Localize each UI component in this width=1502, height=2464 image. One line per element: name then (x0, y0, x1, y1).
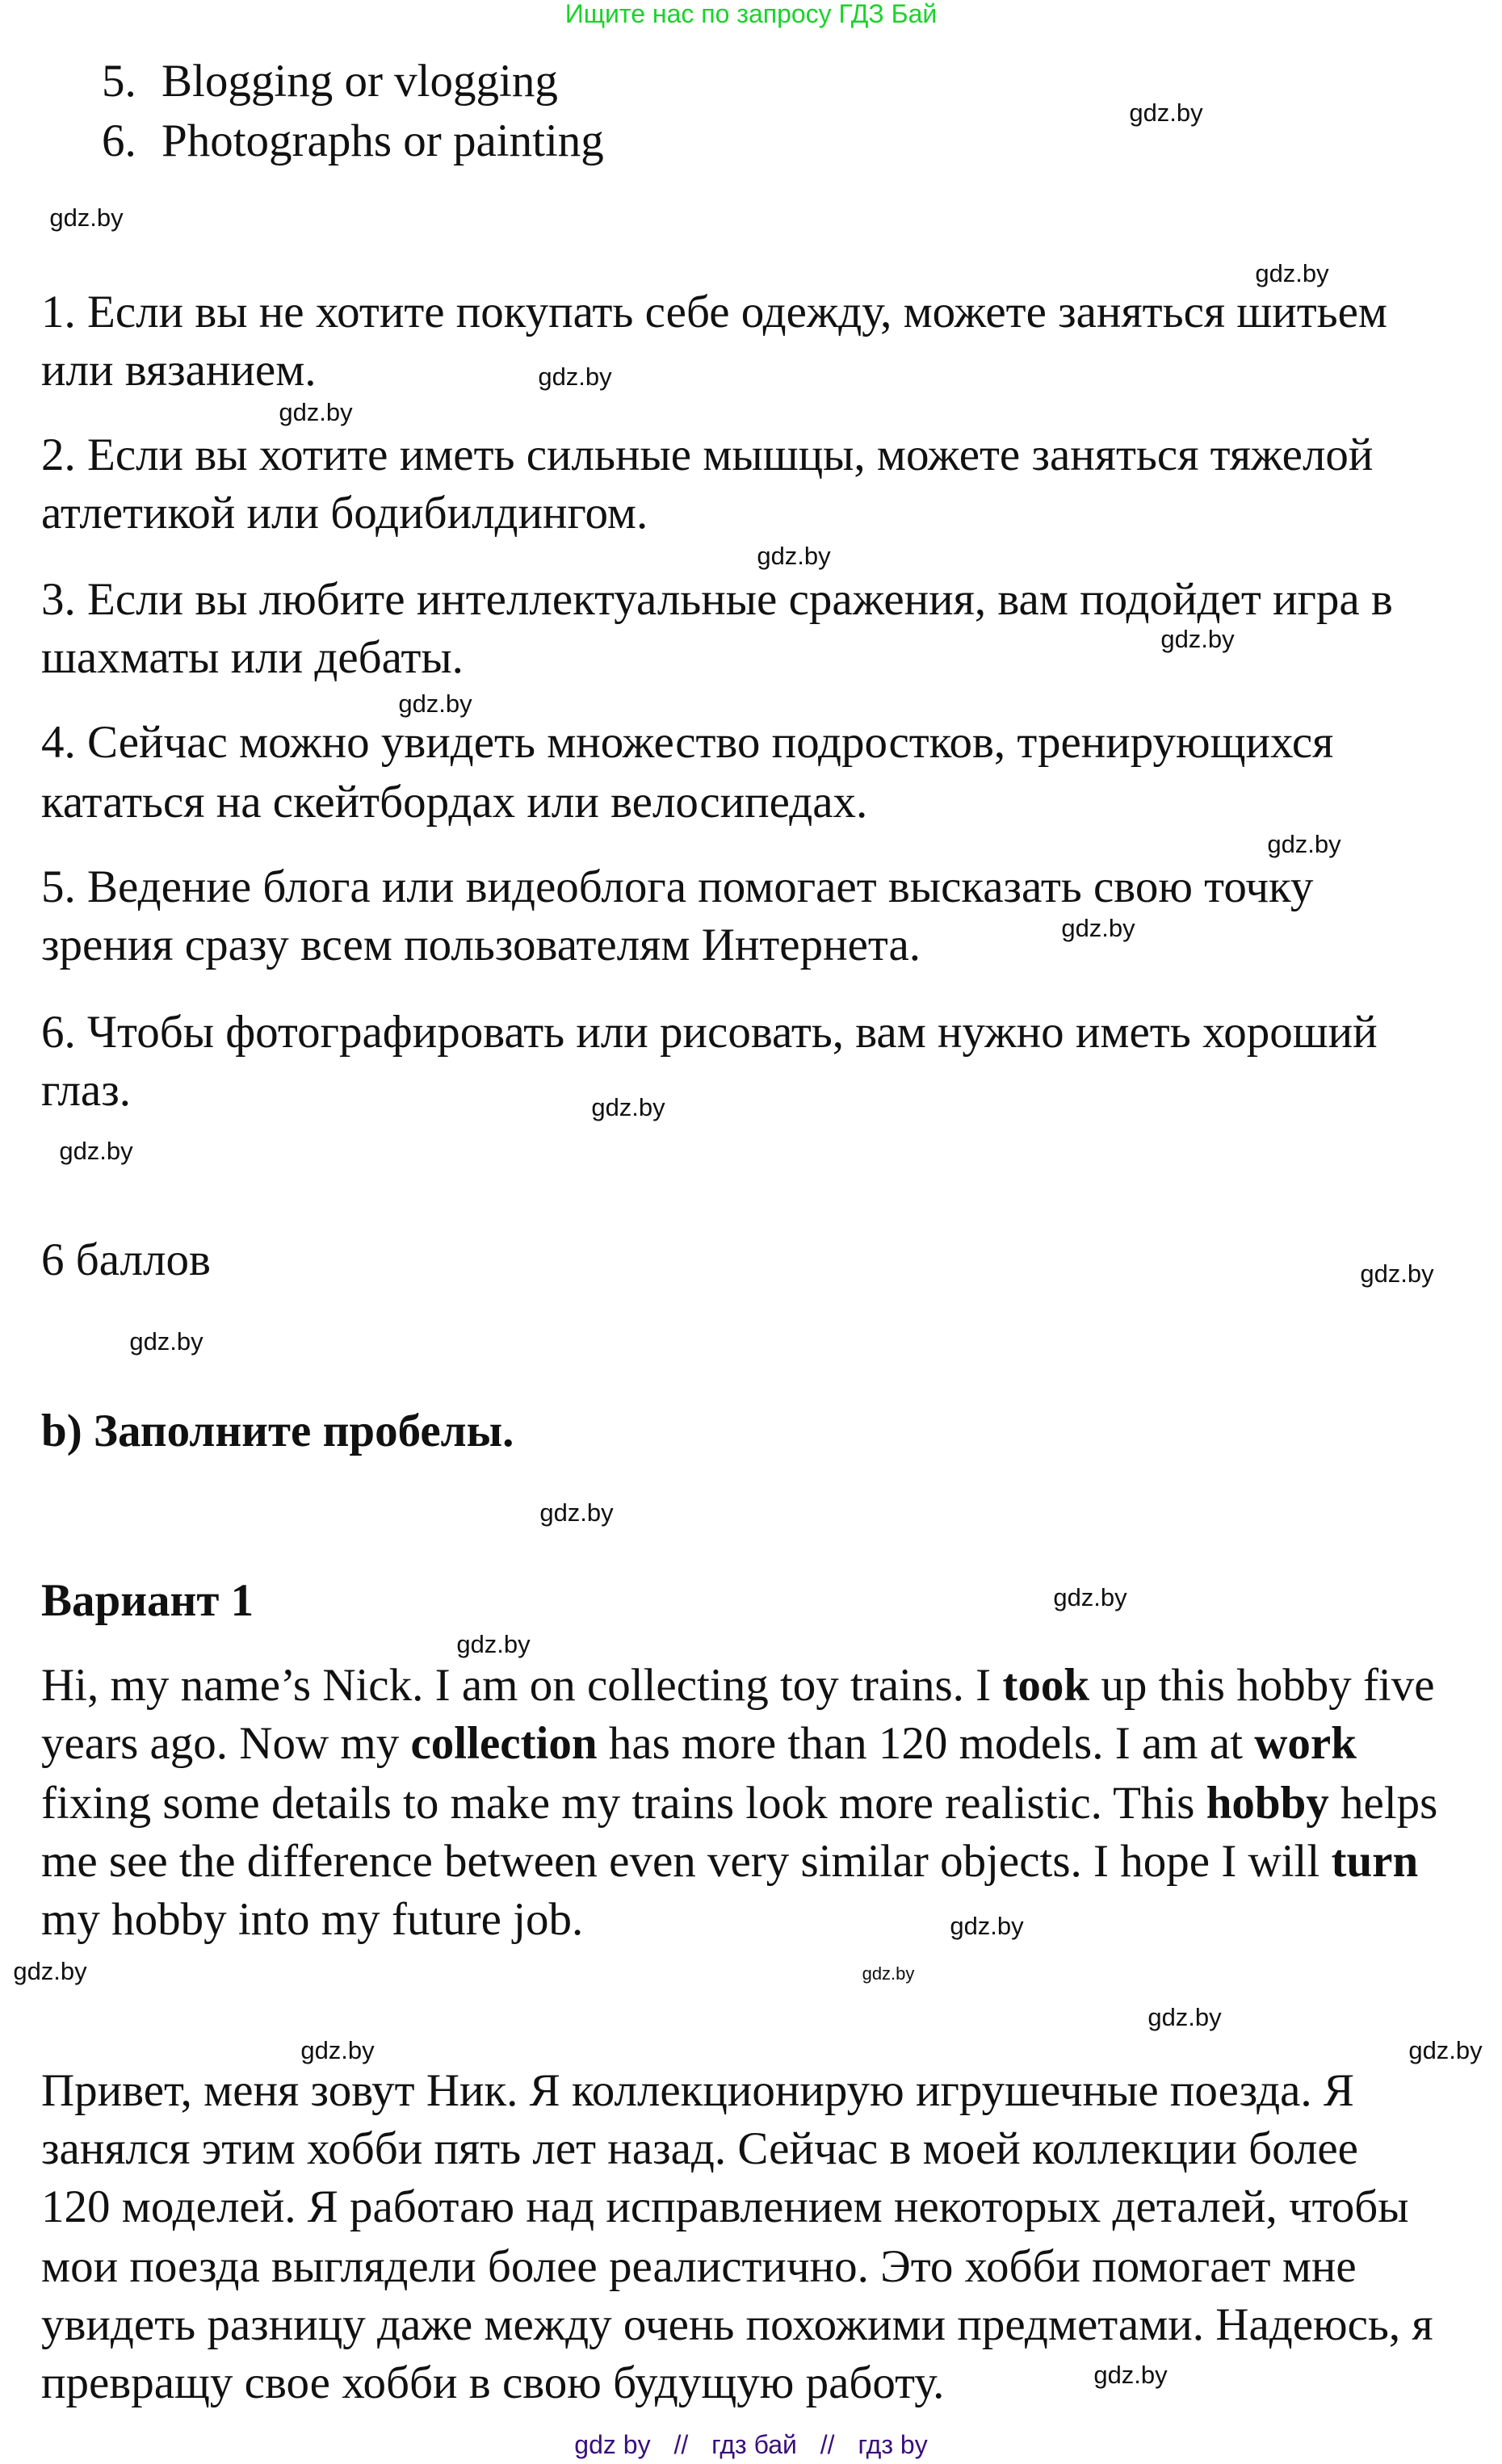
watermark: gdz.by (1129, 98, 1203, 127)
text-line (41, 717, 1333, 769)
watermark: gdz.by (862, 1963, 915, 1984)
text-line (41, 1660, 1435, 1712)
watermark: gdz.by (591, 1093, 665, 1121)
text-line (41, 287, 1387, 338)
watermark: gdz.by (1147, 2003, 1222, 2031)
text-line (41, 1007, 1378, 1058)
watermark: gdz.by (456, 1630, 531, 1658)
watermark: gdz.by (1408, 2036, 1483, 2064)
text-line (41, 430, 1373, 481)
watermark: gdz.by (59, 1137, 133, 1165)
watermark: gdz.by (49, 203, 124, 232)
watermark: gdz.by (1061, 914, 1135, 942)
text-line (41, 1836, 1418, 1888)
list-item-number: 6. (102, 115, 136, 167)
text-segment: 120 моделей. Я работаю над исправлением некоторых деталей, чтобы (41, 2181, 1409, 2233)
footer-separator: // (820, 2430, 835, 2459)
text-line (41, 920, 921, 971)
text-segment: helps (1328, 1778, 1438, 1829)
bold-answer: hobby (1206, 1778, 1329, 1829)
text-line (41, 2299, 1433, 2351)
text-line (41, 1894, 583, 1946)
text-segment: увидеть разницу даже между очень похожими предметами. Надеюсь, я (41, 2299, 1433, 2351)
watermark: gdz.by (129, 1327, 203, 1356)
text-line (41, 861, 1313, 913)
bold-answer: took (1002, 1660, 1090, 1712)
text-segment: Привет, меня зовут Ник. Я коллекционирую игрушечные поезда. Я (41, 2065, 1354, 2117)
watermark: gdz.by (1267, 830, 1341, 858)
footer-separator: // (673, 2430, 689, 2459)
text-line (41, 574, 1393, 626)
text-segment: превращу свое хобби в свою будущую работу. (41, 2357, 945, 2409)
list-item-number: 5. (102, 56, 136, 107)
text-line (41, 488, 648, 539)
text-segment: my hobby into my future job. (41, 1894, 584, 1945)
text-segment: атлетикой или бодибилдингом. (41, 488, 648, 539)
watermark: gdz.by (300, 2036, 375, 2064)
text-segment: up this hobby five (1089, 1660, 1435, 1712)
text-line (41, 345, 317, 396)
text-segment: 3. Если вы любите интеллектуальные сражения, вам подойдет игра в (41, 574, 1393, 626)
text-line (41, 1065, 131, 1117)
text-segment: глаз. (41, 1064, 131, 1116)
watermark: gdz.by (1360, 1259, 1434, 1288)
text-segment: fixing some details to make my trains look more realistic. This (41, 1778, 1206, 1829)
watermark: gdz.by (1053, 1583, 1127, 1611)
text-segment: шахматы или дебаты. (41, 632, 464, 684)
watermark: gdz.by (539, 1498, 614, 1527)
watermark: gdz.by (1255, 259, 1329, 287)
bold-answer: turn (1331, 1836, 1419, 1887)
search-banner[interactable]: Ищите нас по запросу ГДЗ Бай (564, 0, 938, 28)
watermark: gdz.by (13, 1957, 87, 1985)
text-segment: 4. Сейчас можно увидеть множество подростков, тренирующихся (41, 717, 1334, 769)
text-line (41, 1718, 1357, 1770)
text-line (41, 2241, 1357, 2293)
text-line (41, 1575, 254, 1627)
text-segment: занялся этим хобби пять лет назад. Сейчас в моей коллекции более (41, 2123, 1358, 2175)
text-line (41, 1234, 211, 1286)
text-line (41, 1406, 514, 1457)
text-segment: me see the difference between even very similar objects. I hope I will (41, 1836, 1332, 1887)
bold-answer: Вариант 1 (41, 1574, 254, 1626)
text-line (41, 2065, 1354, 2117)
watermark: gdz.by (279, 398, 353, 426)
bold-answer: collection (410, 1718, 598, 1770)
watermark: gdz.by (398, 689, 472, 718)
footer-link-gdz-bai[interactable]: гдз бай (711, 2430, 797, 2459)
text-segment: 5. Ведение блога или видеоблога помогает высказать свою точку (41, 861, 1314, 913)
text-line (41, 1778, 1437, 1829)
watermark: gdz.by (950, 1912, 1024, 1940)
text-segment: 1. Если вы не хотите покупать себе одежду, можете заняться шитьем (41, 287, 1387, 338)
text-segment: 2. Если вы хотите иметь сильные мышцы, можете заняться тяжелой (41, 430, 1374, 481)
list-item-text: Photographs or painting (162, 115, 604, 167)
text-line (41, 632, 464, 684)
text-segment: 6. Чтобы фотографировать или рисовать, вам нужно иметь хороший (41, 1006, 1378, 1058)
bold-answer: b) Заполните пробелы. (41, 1405, 514, 1456)
watermark: gdz.by (757, 542, 831, 570)
footer-links (0, 2428, 1502, 2461)
list-item-text: Blogging or vlogging (162, 56, 558, 107)
text-line (41, 2181, 1409, 2233)
watermark: gdz.by (538, 362, 612, 391)
text-segment: Hi, my name’s Nick. I am on collecting toy trains. I (41, 1660, 1003, 1712)
text-segment: has more than 120 models. I am at (597, 1718, 1255, 1770)
text-segment: кататься на скейтбордах или велосипедах. (41, 777, 868, 828)
footer-link-gdz-by[interactable]: gdz by (574, 2430, 651, 2459)
watermark: gdz.by (1093, 2361, 1168, 2389)
text-segment: зрения сразу всем пользователям Интернета. (41, 920, 921, 971)
text-line (41, 777, 867, 828)
footer-link-gdz-by-2[interactable]: гдз by (858, 2430, 928, 2459)
bold-answer: work (1254, 1718, 1357, 1770)
text-line (41, 2123, 1358, 2175)
watermark: gdz.by (1160, 625, 1235, 653)
text-segment: 6 баллов (41, 1234, 211, 1285)
text-segment: мои поезда выглядели более реалистично. Это хобби помогает мне (41, 2241, 1357, 2293)
text-segment: или вязанием. (41, 345, 317, 396)
text-segment: years ago. Now my (41, 1718, 411, 1770)
text-line (41, 2357, 944, 2409)
